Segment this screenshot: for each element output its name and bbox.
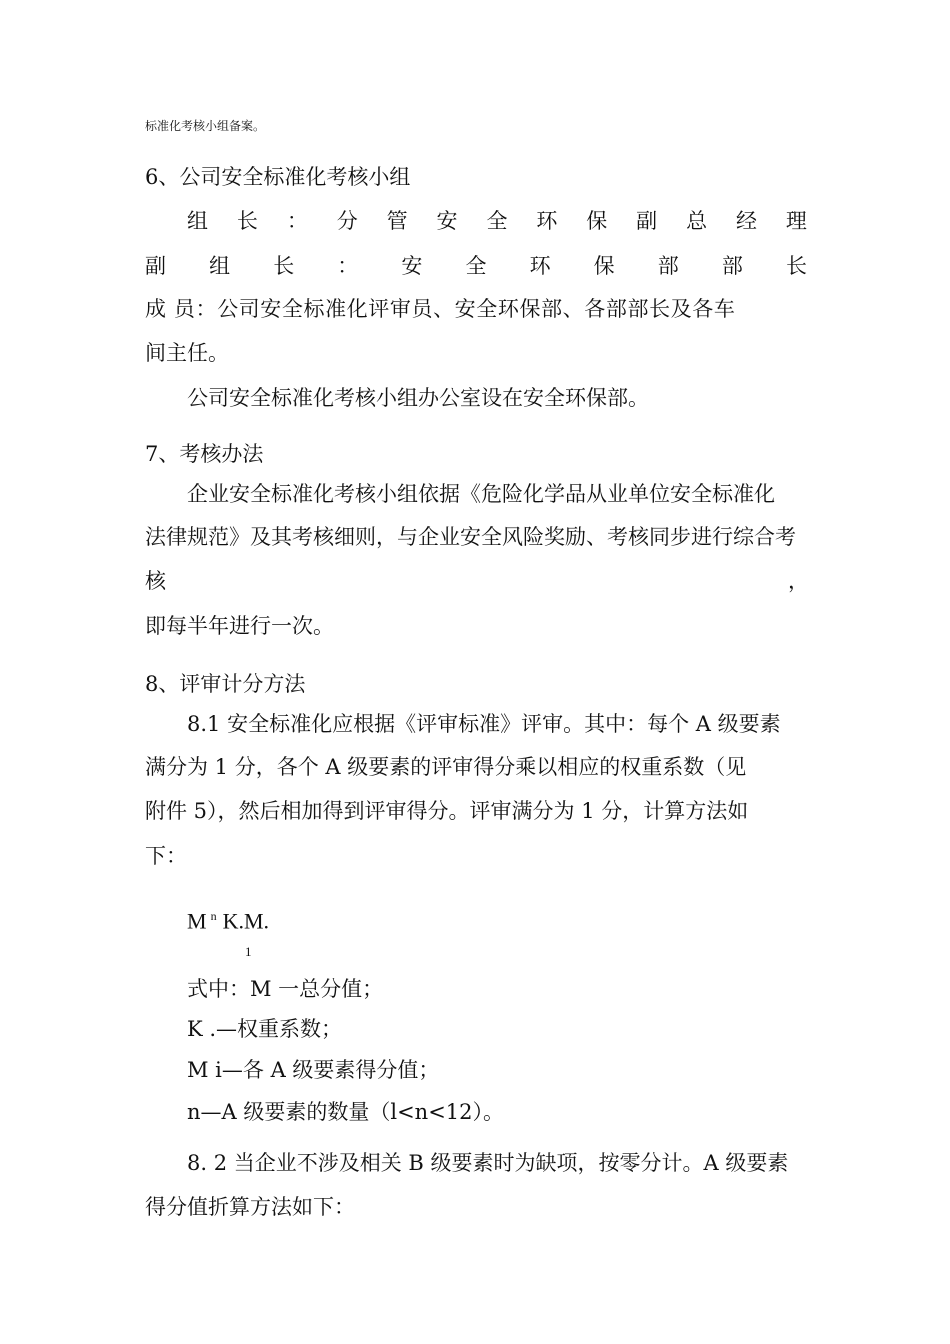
definition-line-3: M i—各 A 级要素得分值； — [187, 1058, 440, 1082]
para-8-1-line-1: 8.1 安全标准化应根据《评审标准》评审。其中：每个 A 级要素 — [187, 712, 781, 736]
para-8-1-line-3: 附件 5），然后相加得到评审得分。评审满分为 1 分，计算方法如 — [145, 799, 749, 823]
text-line-top: 标准化考核小组备案。 — [145, 119, 266, 133]
vice-leader-char: 安 — [401, 254, 423, 278]
vice-leader-char: 副 — [145, 254, 166, 278]
section-heading-6: 6、公司安全标准化考核小组 — [145, 165, 411, 189]
leader-char: 经 — [735, 209, 757, 233]
leader-char: 总 — [686, 209, 708, 233]
para-8-2-line-2: 得分值折算方法如下： — [145, 1195, 355, 1219]
leader-char: 理 — [785, 209, 807, 233]
method-line-4: 即每半年进行一次。 — [145, 614, 334, 638]
definition-line-2: K .—权重系数； — [187, 1017, 343, 1041]
leader-char: ： — [286, 209, 308, 233]
leader-char: 保 — [586, 209, 608, 233]
definition-line-1: 式中：M 一总分值； — [187, 977, 384, 1001]
leader-char: 长 — [236, 209, 258, 233]
vice-leader-char: ： — [337, 254, 359, 278]
formula-m: M — [187, 908, 207, 934]
vice-leader-char: 环 — [529, 254, 551, 278]
members-line-2: 间主任。 — [145, 341, 229, 365]
section-heading-8: 8、评审计分方法 — [145, 672, 306, 696]
vice-leader-line — [145, 252, 807, 280]
vice-leader-char: 长 — [785, 254, 807, 278]
vice-leader-char: 长 — [273, 254, 295, 278]
method-line-3-end: ， — [788, 569, 809, 593]
leader-char: 安 — [436, 209, 458, 233]
leader-char: 副 — [636, 209, 658, 233]
definition-line-4: n—A 级要素的数量（l<n<12）。 — [187, 1100, 505, 1124]
section-heading-7: 7、考核办法 — [145, 442, 264, 466]
leader-char: 环 — [536, 209, 558, 233]
vice-leader-char: 组 — [209, 254, 231, 278]
formula-subscript: 1 — [245, 944, 252, 959]
method-line-2: 法律规范》及其考核细则，与企业安全风险奖励、考核同步进行综合考 — [145, 525, 796, 549]
vice-leader-char: 保 — [593, 254, 615, 278]
formula — [187, 903, 269, 934]
method-line-1: 企业安全标准化考核小组依据《危险化学品从业单位安全标准化 — [187, 482, 775, 506]
leader-char: 组 — [187, 209, 208, 233]
leader-char: 全 — [486, 209, 508, 233]
formula-n-superscript: n — [210, 909, 217, 923]
members-line-1: 成 员：公司安全标准化评审员、安全环保部、各部部长及各车 — [145, 297, 736, 321]
leader-char: 管 — [386, 209, 408, 233]
vice-leader-char: 部 — [721, 254, 743, 278]
para-8-1-line-2: 满分为 1 分，各个 A 级要素的评审得分乘以相应的权重系数（见 — [145, 755, 747, 779]
leader-line — [187, 207, 807, 235]
leader-char: 分 — [336, 209, 358, 233]
vice-leader-char: 部 — [657, 254, 679, 278]
para-8-1-line-4: 下： — [145, 844, 187, 868]
formula-km: K.M. — [222, 908, 270, 934]
method-line-3-start: 核 — [145, 569, 166, 593]
office-line: 公司安全标准化考核小组办公室设在安全环保部。 — [187, 386, 649, 410]
vice-leader-char: 全 — [465, 254, 487, 278]
para-8-2-line-1: 8. 2 当企业不涉及相关 B 级要素时为缺项，按零分计。A 级要素 — [187, 1151, 789, 1175]
